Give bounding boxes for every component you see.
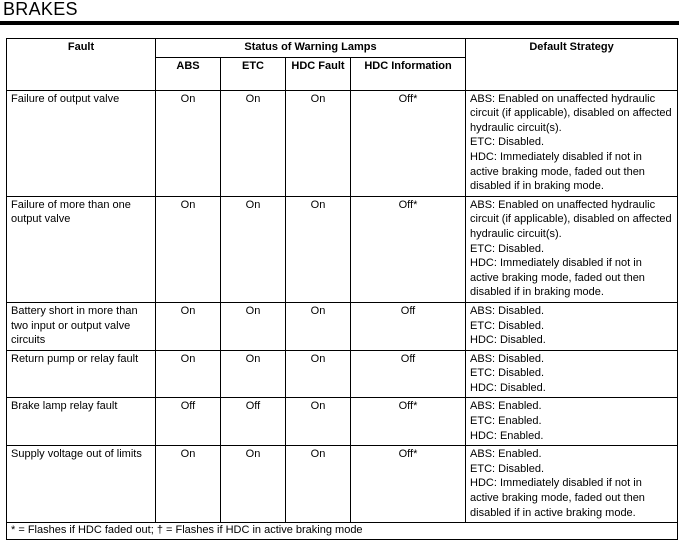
header-status-of-warning-lamps: Status of Warning Lamps: [156, 39, 466, 58]
strategy-line: HDC: Immediately disabled if not in active braking mode, faded out then disabled if in braking mode.: [470, 257, 645, 299]
etc-lamp-cell: On: [221, 90, 286, 196]
strategy-line: ETC: Disabled.: [470, 242, 545, 255]
strategy-line: ETC: Disabled.: [470, 462, 545, 475]
header-hdc-fault: HDC Fault: [286, 57, 351, 90]
strategy-line: HDC: Disabled.: [470, 334, 546, 347]
table-row: [7, 302, 678, 350]
header-etc: ETC: [221, 57, 286, 90]
default-strategy-cell: [466, 90, 678, 196]
strategy-line: ETC: Disabled.: [470, 136, 545, 149]
etc-lamp-cell: Off: [221, 398, 286, 446]
hdc-fault-lamp-cell: On: [286, 302, 351, 350]
abs-lamp-cell: On: [156, 90, 221, 196]
table-row: [7, 446, 678, 523]
table-footnote: * = Flashes if HDC faded out; † = Flashes if HDC in active braking mode: [7, 523, 678, 540]
hdc-information-lamp-cell: Off: [351, 302, 466, 350]
fault-cell: Supply voltage out of limits: [7, 446, 156, 523]
table-row: [7, 350, 678, 398]
hdc-fault-lamp-cell: On: [286, 90, 351, 196]
page-title: BRAKES: [3, 0, 78, 19]
fault-cell: Failure of more than one output valve: [7, 196, 156, 302]
strategy-line: HDC: Immediately disabled if not in active braking mode, faded out then disabled if in braking mode.: [470, 150, 645, 193]
abs-lamp-cell: Off: [156, 398, 221, 446]
strategy-line: HDC: Immediately disabled if not in active braking mode, faded out then disabled if in active braking mode.: [470, 477, 645, 519]
hdc-information-lamp-cell: Off*: [351, 196, 466, 302]
strategy-line: ABS: Enabled.: [470, 448, 542, 461]
default-strategy-cell: [466, 398, 678, 446]
table-row: [7, 90, 678, 196]
abs-lamp-cell: On: [156, 302, 221, 350]
strategy-line: HDC: Enabled.: [470, 429, 544, 442]
etc-lamp-cell: On: [221, 350, 286, 398]
strategy-line: HDC: Disabled.: [470, 381, 546, 394]
fault-cell: Return pump or relay fault: [7, 350, 156, 398]
fault-cell: Brake lamp relay fault: [7, 398, 156, 446]
abs-lamp-cell: On: [156, 446, 221, 523]
hdc-fault-lamp-cell: On: [286, 446, 351, 523]
abs-lamp-cell: On: [156, 350, 221, 398]
default-strategy-cell: [466, 350, 678, 398]
strategy-line: ABS: Enabled.: [470, 400, 542, 413]
strategy-line: ABS: Disabled.: [470, 352, 545, 365]
default-strategy-cell: [466, 196, 678, 302]
fault-table: [6, 38, 678, 540]
etc-lamp-cell: On: [221, 196, 286, 302]
hdc-fault-lamp-cell: On: [286, 398, 351, 446]
hdc-information-lamp-cell: Off*: [351, 90, 466, 196]
strategy-line: ABS: Disabled.: [470, 304, 545, 317]
hdc-information-lamp-cell: Off*: [351, 446, 466, 523]
table-row: [7, 398, 678, 446]
default-strategy-cell: [466, 446, 678, 523]
strategy-line: ETC: Enabled.: [470, 415, 542, 428]
strategy-line: ETC: Disabled.: [470, 319, 545, 332]
default-strategy-cell: [466, 302, 678, 350]
table-row: [7, 196, 678, 302]
etc-lamp-cell: On: [221, 302, 286, 350]
hdc-information-lamp-cell: Off*: [351, 398, 466, 446]
hdc-fault-lamp-cell: On: [286, 350, 351, 398]
hdc-information-lamp-cell: Off: [351, 350, 466, 398]
strategy-line: ETC: Disabled.: [470, 367, 545, 380]
strategy-line: ABS: Enabled on unaffected hydraulic circuit (if applicable), disabled on affected hydraulic circuit(s).: [470, 92, 672, 134]
header-abs: ABS: [156, 57, 221, 90]
strategy-line: ABS: Enabled on unaffected hydraulic circuit (if applicable), disabled on affected hydraulic circuit(s).: [470, 198, 672, 240]
header-hdc-information: HDC Information: [351, 57, 466, 90]
header-fault: Fault: [7, 39, 156, 91]
fault-cell: Failure of output valve: [7, 90, 156, 196]
hdc-fault-lamp-cell: On: [286, 196, 351, 302]
title-rule: [0, 21, 679, 25]
fault-cell: Battery short in more than two input or output valve circuits: [7, 302, 156, 350]
abs-lamp-cell: On: [156, 196, 221, 302]
etc-lamp-cell: On: [221, 446, 286, 523]
header-default-strategy: Default Strategy: [466, 39, 678, 91]
